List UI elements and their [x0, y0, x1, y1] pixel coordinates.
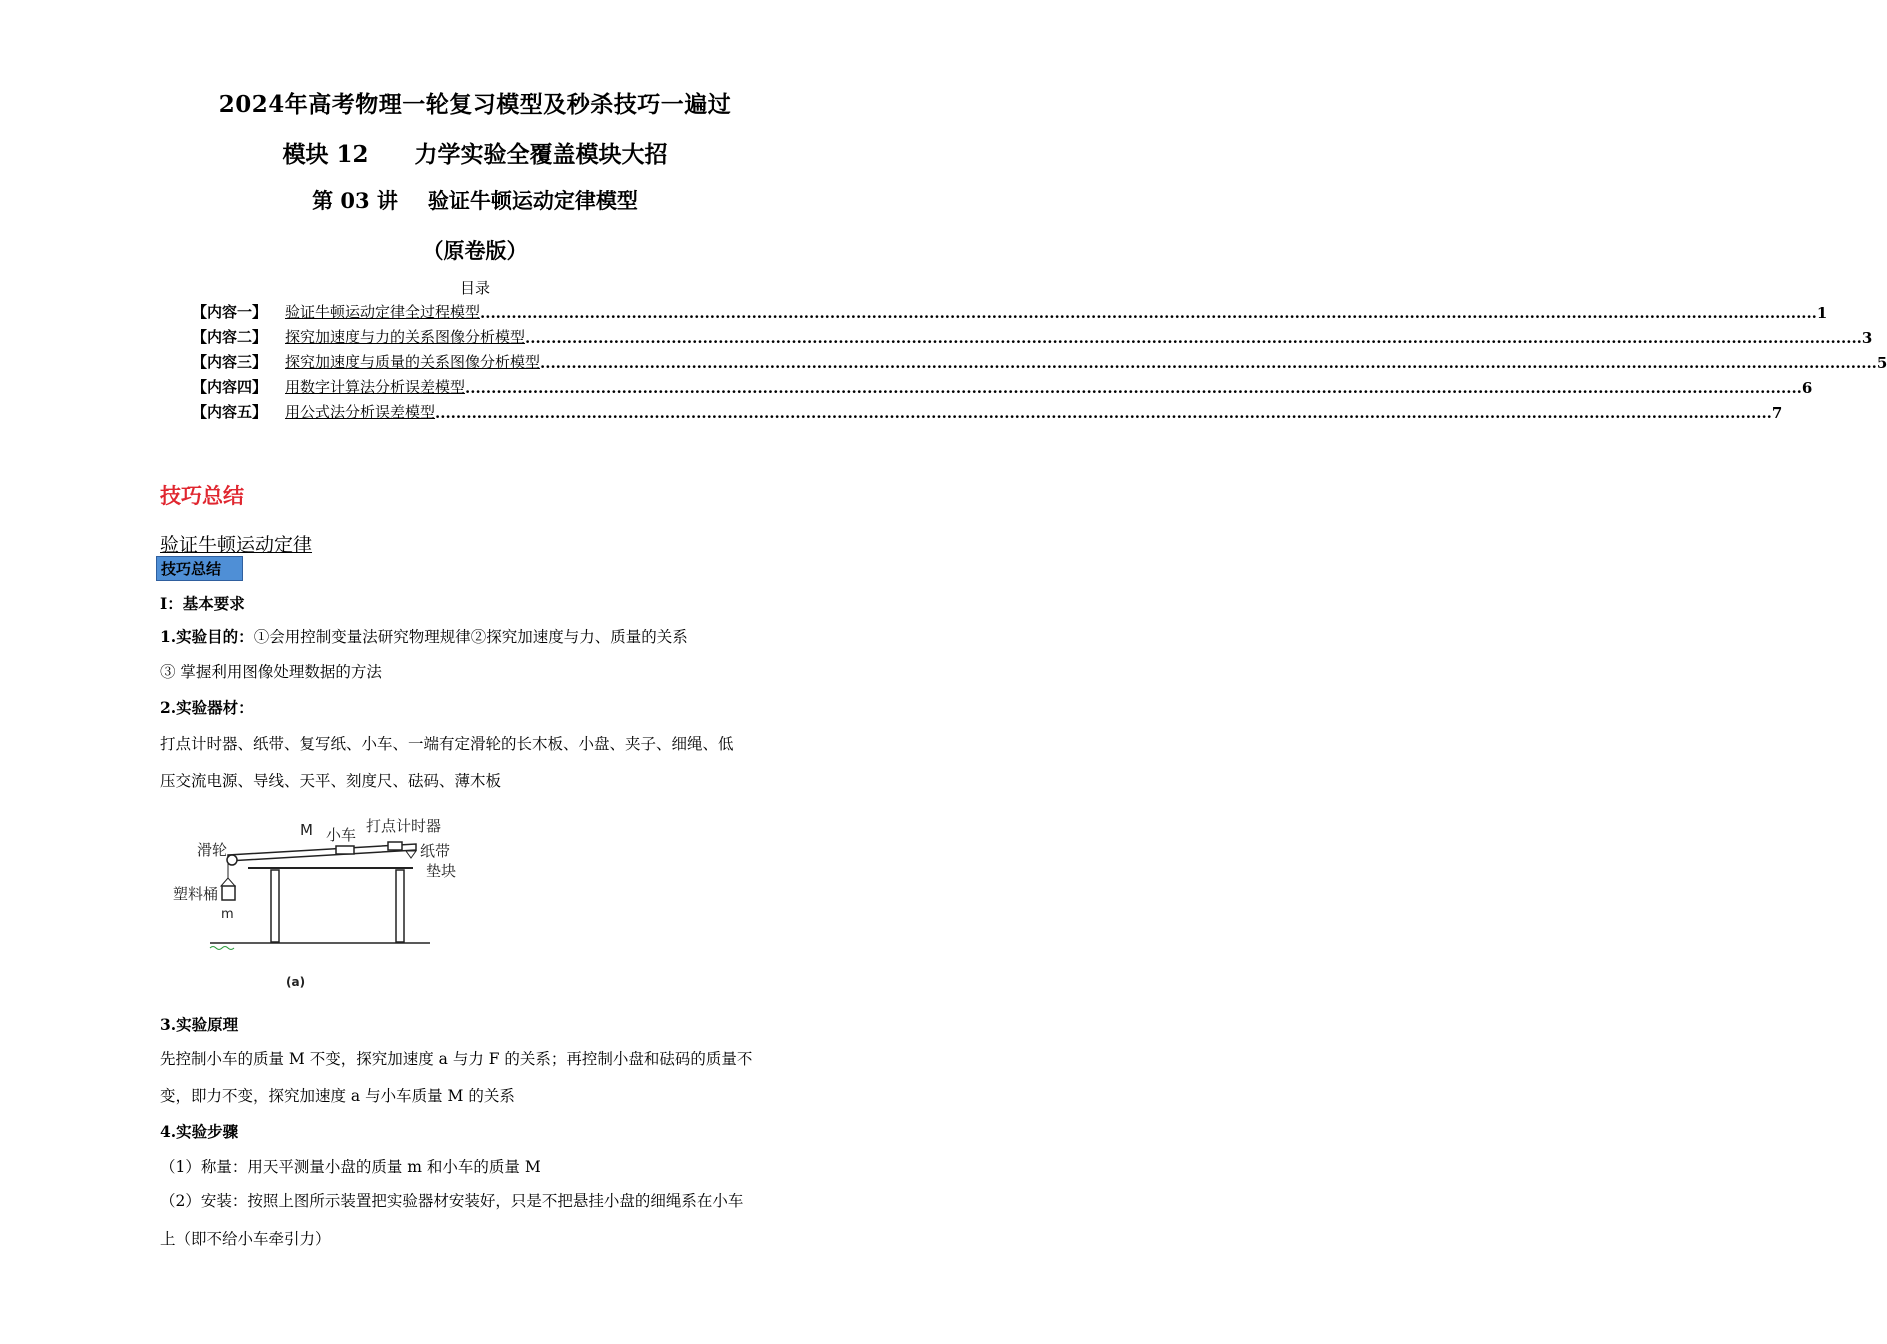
bucket — [222, 886, 235, 900]
basic-requirements-heading: Ⅰ：基本要求 — [160, 594, 245, 613]
toc-leader: ................................................................................................................................................................................................................................................................ — [480, 304, 1817, 322]
toc-label: 【内容一】 — [192, 303, 268, 321]
toc-link[interactable]: 验证牛顿运动定律全过程模型 — [285, 303, 481, 321]
label-timer: 打点计时器 — [366, 817, 442, 835]
toc-leader: ................................................................................................................................................................................................................................................................ — [540, 354, 1877, 372]
toc-page: 3 — [1861, 329, 1873, 347]
lecture-title — [0, 185, 950, 215]
step-1: （1）称量：用天平测量小盘的质量 m 和小车的质量 M — [160, 1158, 541, 1176]
bucket-handle — [221, 878, 235, 886]
purpose-paragraph — [160, 626, 688, 648]
lecture-number: 第 03 讲 — [312, 188, 398, 213]
toc-leader: ................................................................................................................................................................................................................................................................ — [525, 329, 1862, 347]
toc-page: 6 — [1801, 379, 1813, 397]
principle-label: 3.实验原理 — [160, 1015, 239, 1034]
summary-tag: 技巧总结 — [156, 556, 243, 581]
label-car: 小车 — [326, 826, 357, 844]
toc-entry-4[interactable] — [192, 375, 1813, 397]
toc-link[interactable]: 探究加速度与力的关系图像分析模型 — [285, 328, 526, 346]
step-2-line-1: （2）安装：按照上图所示装置把实验器材安装好，只是不把悬挂小盘的细绳系在小车 — [160, 1192, 744, 1210]
toc-page: 7 — [1771, 404, 1783, 422]
edition-label: （原卷版） — [422, 238, 528, 263]
toc-entry-5[interactable] — [192, 400, 1783, 422]
toc-page: 5 — [1876, 354, 1887, 372]
toc-heading: 目录 — [459, 279, 490, 297]
toc-page: 1 — [1816, 304, 1828, 322]
toc-entry-2[interactable] — [192, 325, 1873, 347]
step-2-line-2: 上（即不给小车牵引力） — [160, 1230, 331, 1248]
toc-label: 【内容二】 — [192, 328, 268, 346]
label-bucket: 塑料桶 — [173, 885, 219, 903]
section-subheading: 验证牛顿运动定律 — [160, 534, 313, 556]
toc-label: 【内容四】 — [192, 378, 268, 396]
wedge-block — [406, 851, 416, 858]
module-title — [0, 136, 950, 169]
lecture-name: 验证牛顿运动定律模型 — [427, 188, 638, 213]
table-leg-right — [396, 870, 404, 942]
toc-leader: ................................................................................................................................................................................................................................................................ — [465, 379, 1802, 397]
toc-label: 【内容五】 — [192, 403, 268, 421]
timer — [388, 842, 402, 850]
purpose-label: 1.实验目的： — [160, 627, 254, 646]
principle-line-1: 先控制小车的质量 M 不变，探究加速度 a 与力 F 的关系；再控制小盘和砝码的质量不 — [160, 1050, 753, 1068]
equipment-label: 2.实验器材： — [160, 698, 254, 717]
purpose-paragraph-cont: ③ 掌握利用图像处理数据的方法 — [160, 663, 382, 681]
toc-entry-3[interactable] — [192, 350, 1887, 372]
label-tape: 纸带 — [420, 842, 451, 860]
label-block: 垫块 — [426, 862, 457, 880]
apparatus-diagram — [168, 810, 478, 995]
label-M: M — [300, 821, 313, 839]
document-title: 2024年高考物理一轮复习模型及秒杀技巧一遍过 — [218, 91, 732, 118]
module-number: 模块 12 — [282, 141, 369, 168]
ground-hatch — [210, 947, 234, 950]
toc-link[interactable]: 探究加速度与质量的关系图像分析模型 — [285, 353, 541, 371]
toc-link[interactable]: 用数字计算法分析误差模型 — [285, 378, 466, 396]
toc-entry-1[interactable] — [192, 300, 1828, 322]
module-name: 力学实验全覆盖模块大招 — [414, 141, 668, 168]
section-heading-red: 技巧总结 — [160, 483, 244, 508]
table-leg-left — [271, 870, 279, 942]
toc-link[interactable]: 用公式法分析误差模型 — [285, 403, 436, 421]
toc-leader: ................................................................................................................................................................................................................................................................ — [435, 404, 1772, 422]
principle-line-2: 变，即力不变，探究加速度 a 与小车质量 M 的关系 — [160, 1087, 515, 1105]
equipment-line-1: 打点计时器、纸带、复写纸、小车、一端有定滑轮的长木板、小盘、夹子、细绳、低 — [160, 735, 734, 753]
equipment-line-2: 压交流电源、导线、天平、刻度尺、砝码、薄木板 — [160, 772, 502, 790]
cart — [336, 846, 354, 854]
figure-caption: (a) — [286, 975, 306, 989]
steps-label: 4.实验步骤 — [160, 1122, 239, 1141]
label-m: m — [221, 907, 234, 922]
toc-label: 【内容三】 — [192, 353, 268, 371]
purpose-text: ①会用控制变量法研究物理规律②探究加速度与力、质量的关系 — [253, 628, 688, 646]
label-pulley: 滑轮 — [197, 841, 228, 859]
